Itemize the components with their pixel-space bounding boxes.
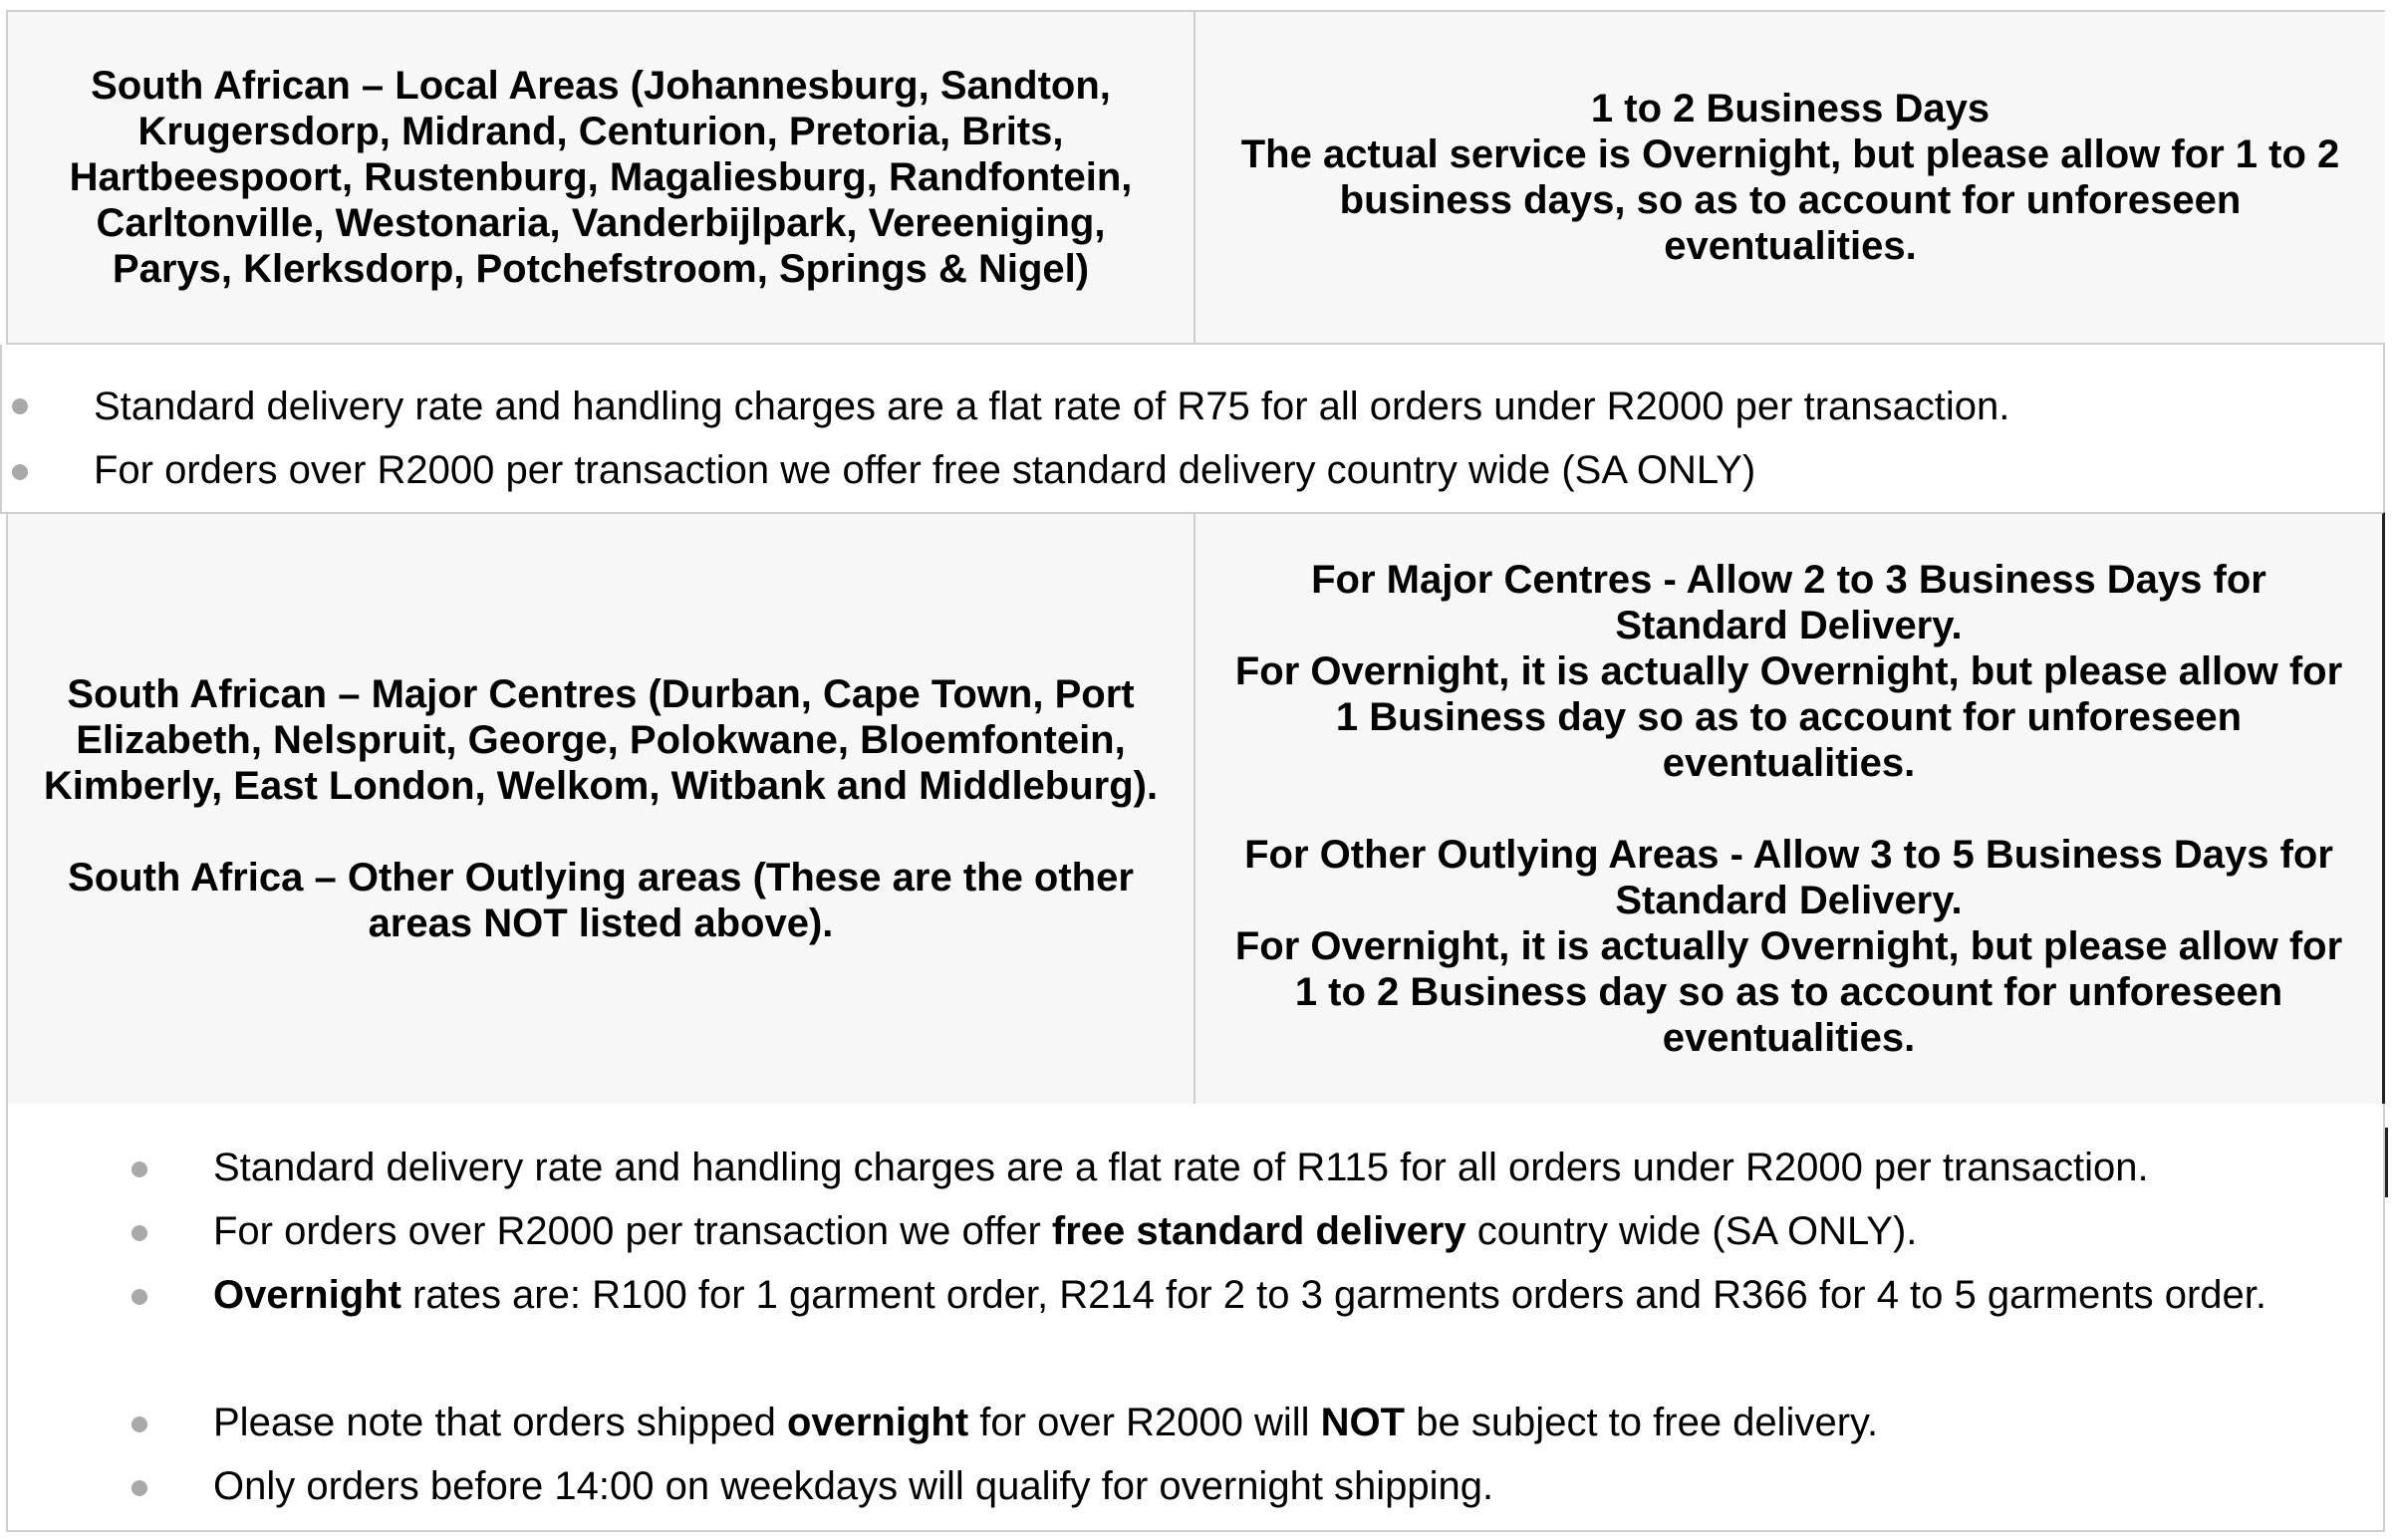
major-centres-delivery: For Major Centres - Allow 2 to 3 Business Days for Standard Delivery. For Overnight, it is actually Overnight, but please allow for 1 Business day so as to account for unforeseen eventualities. xyxy=(1234,558,2343,785)
bullet-dot xyxy=(12,398,28,414)
local-delivery-body: The actual service is Overnight, but please allow for 1 to 2 business days, so as to account for unforeseen eventualities. xyxy=(1240,132,2340,268)
bullet-dot xyxy=(132,1225,147,1241)
bold-text: NOT xyxy=(1320,1401,1406,1444)
major-centres-text: South African – Major Centres (Durban, Cape Town, Port Elizabeth, Nelspruit, George, Polokwane, Bloemfontein, Kimberly, East London, Welkom, Witbank and Middleburg). xyxy=(43,672,1159,808)
margin-line xyxy=(2385,1128,2388,1197)
outlying-delivery: For Other Outlying Areas - Allow 3 to 5 Business Days for Standard Delivery. For Overnight, it is actually Overnight, but please allow for 1 to 2 Business day so as to account for unforeseen eventualities. xyxy=(1234,833,2343,1060)
major-free-delivery-item xyxy=(213,1207,1917,1255)
bullet-dot xyxy=(132,1416,147,1432)
text: For orders over R2000 per transaction we offer xyxy=(213,1209,1052,1253)
text: be subject to free delivery. xyxy=(1405,1401,1879,1444)
local-delivery-title: 1 to 2 Business Days xyxy=(1590,87,1991,130)
local-areas-text: South African – Local Areas (Johannesburg, Sandton, Krugersdorp, Midrand, Centurion, Pretoria, Brits, Hartbeespoort, Rustenburg, Magaliesburg, Randfontein, Carltonville, Westonaria, Vanderbijlpark, Vereeniging, Parys, Klerksdorp, Potchefstroom, Springs & Nigel) xyxy=(69,64,1133,291)
bullet-dot xyxy=(132,1161,147,1177)
bullet-dot xyxy=(132,1289,147,1305)
major-rate-item: Standard delivery rate and handling charges are a flat rate of R115 for all orders under R2000 per transaction. xyxy=(213,1146,2149,1189)
local-rate-item: Standard delivery rate and handling charges are a flat rate of R75 for all orders under R2000 per transaction. xyxy=(94,385,2010,428)
bullet-dot xyxy=(12,464,28,480)
major-delivery-time-cell xyxy=(1194,512,2385,1106)
local-free-delivery-item: For orders over R2000 per transaction we offer free standard delivery country wide (SA ONLY) xyxy=(94,448,1756,492)
local-delivery-time-cell xyxy=(1194,10,2385,345)
outlying-areas-text: South Africa – Other Outlying areas (These are the other areas NOT listed above). xyxy=(68,856,1134,945)
bold-text: overnight xyxy=(786,1401,969,1444)
text: country wide (SA ONLY). xyxy=(1465,1209,1918,1253)
bold-text: Overnight xyxy=(213,1273,401,1317)
text: rates are: R100 for 1 garment order, R214 for 2 to 3 garments orders and R366 for 4 to 5 garments order. xyxy=(400,1273,2267,1317)
cutoff-time-item: Only orders before 14:00 on weekdays will qualify for overnight shipping. xyxy=(213,1464,1494,1508)
major-centres-cell xyxy=(6,512,1196,1106)
text: for over R2000 will xyxy=(968,1401,1321,1444)
bullet-dot xyxy=(132,1480,147,1496)
local-areas-cell xyxy=(6,10,1196,345)
bold-text: free standard delivery xyxy=(1051,1209,1466,1253)
overnight-note-item xyxy=(213,1399,1878,1446)
overnight-rates-item xyxy=(213,1263,2365,1327)
text: Please note that orders shipped xyxy=(213,1401,787,1444)
